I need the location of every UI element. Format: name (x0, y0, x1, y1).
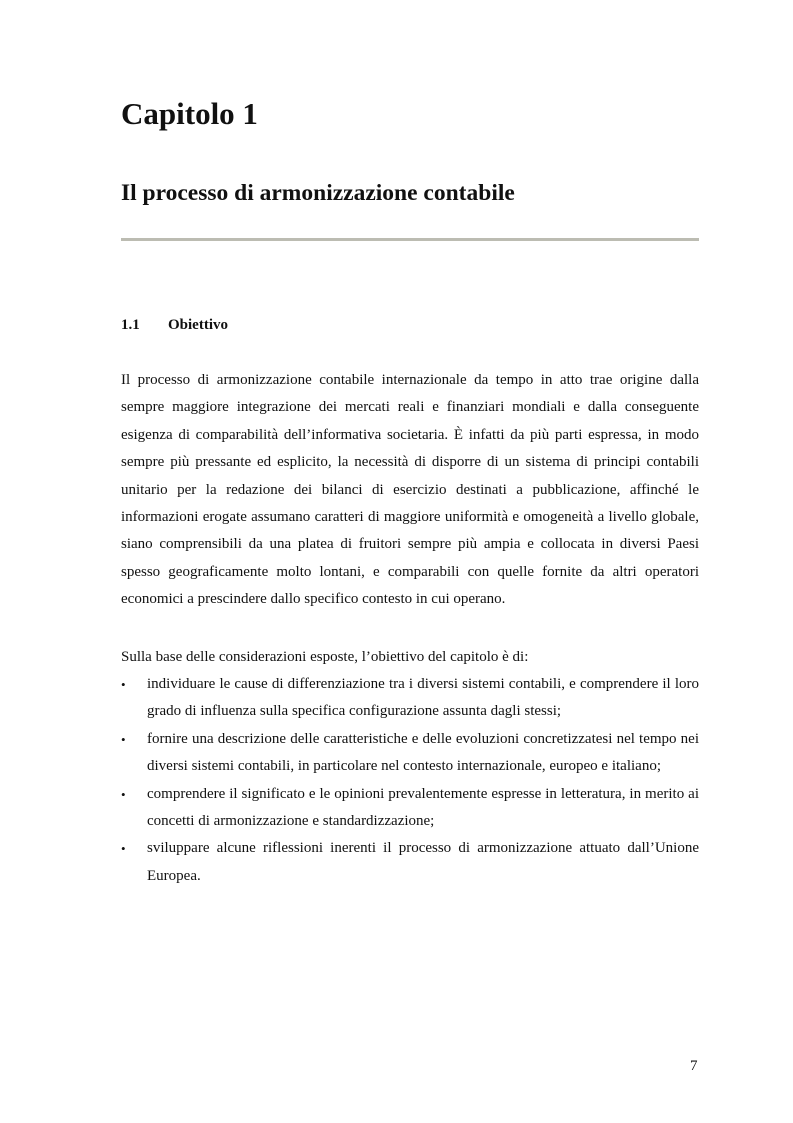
bullet-icon: • (121, 731, 126, 747)
list-item (121, 726, 699, 781)
chapter-label: Capitolo 1 (121, 96, 258, 131)
bullet-icon: • (121, 786, 126, 802)
list-item-text: comprendere il significato e le opinioni prevalentemente espresse in letteratura, in merito ai concetti di armonizzazione e standardizzazione; (147, 785, 699, 830)
page-number: 7 (690, 1058, 698, 1074)
intro-paragraph: Il processo di armonizzazione contabile internazionale da tempo in atto trae origine dalla sempre maggiore integrazione dei mercati reali e finanziari mondiali e dalla conseguente esigenza di comparabilità dell’informativa societaria. È infatti da più parti espressa, in modo sempre più pressante ed esplicito, la necessità di disporre di un sistema di principi contabili unitario per la redazione dei bilanci di esercizio destinati a pubblicazione, affinché le informazioni erogate assumano caratteri di maggiore uniformità e omogeneità a livello globale, siano comprensibili da una platea di fruitori sempre più ampia e collocata in diversi Paesi spesso geograficamente molto lontani, e comparabili con quelle fornite da altri operatori economici a prescindere dallo specifico contesto in cui operano. (121, 372, 699, 608)
list-item (121, 835, 699, 890)
bullet-icon: • (121, 841, 126, 857)
list-item-text: sviluppare alcune riflessioni inerenti il processo di armonizzazione attuato dall’Unione Europea. (147, 840, 699, 884)
list-item-text: fornire una descrizione delle caratteristiche e delle evoluzioni concretizzatesi nel tempo nei diversi sistemi contabili, in particolare nel contesto internazionale, europeo e italiano; (147, 730, 699, 775)
title-divider (121, 238, 699, 241)
section-number: 1.1 (121, 317, 140, 333)
chapter-title: Il processo di armonizzazione contabile (121, 180, 515, 206)
list-item-text: individuare le cause di differenziazione tra i diversi sistemi contabili, e comprendere il loro grado di influenza sulla specifica configurazione assunta dagli stessi; (147, 676, 699, 720)
bullet-icon: • (121, 677, 126, 692)
list-item (121, 781, 699, 836)
list-item (121, 671, 699, 726)
objectives-list (121, 671, 699, 890)
section-heading (121, 314, 228, 336)
section-title: Obiettivo (168, 317, 228, 333)
objective-lead-paragraph: Sulla base delle considerazioni esposte, l’obiettivo del capitolo è di: (121, 649, 529, 665)
